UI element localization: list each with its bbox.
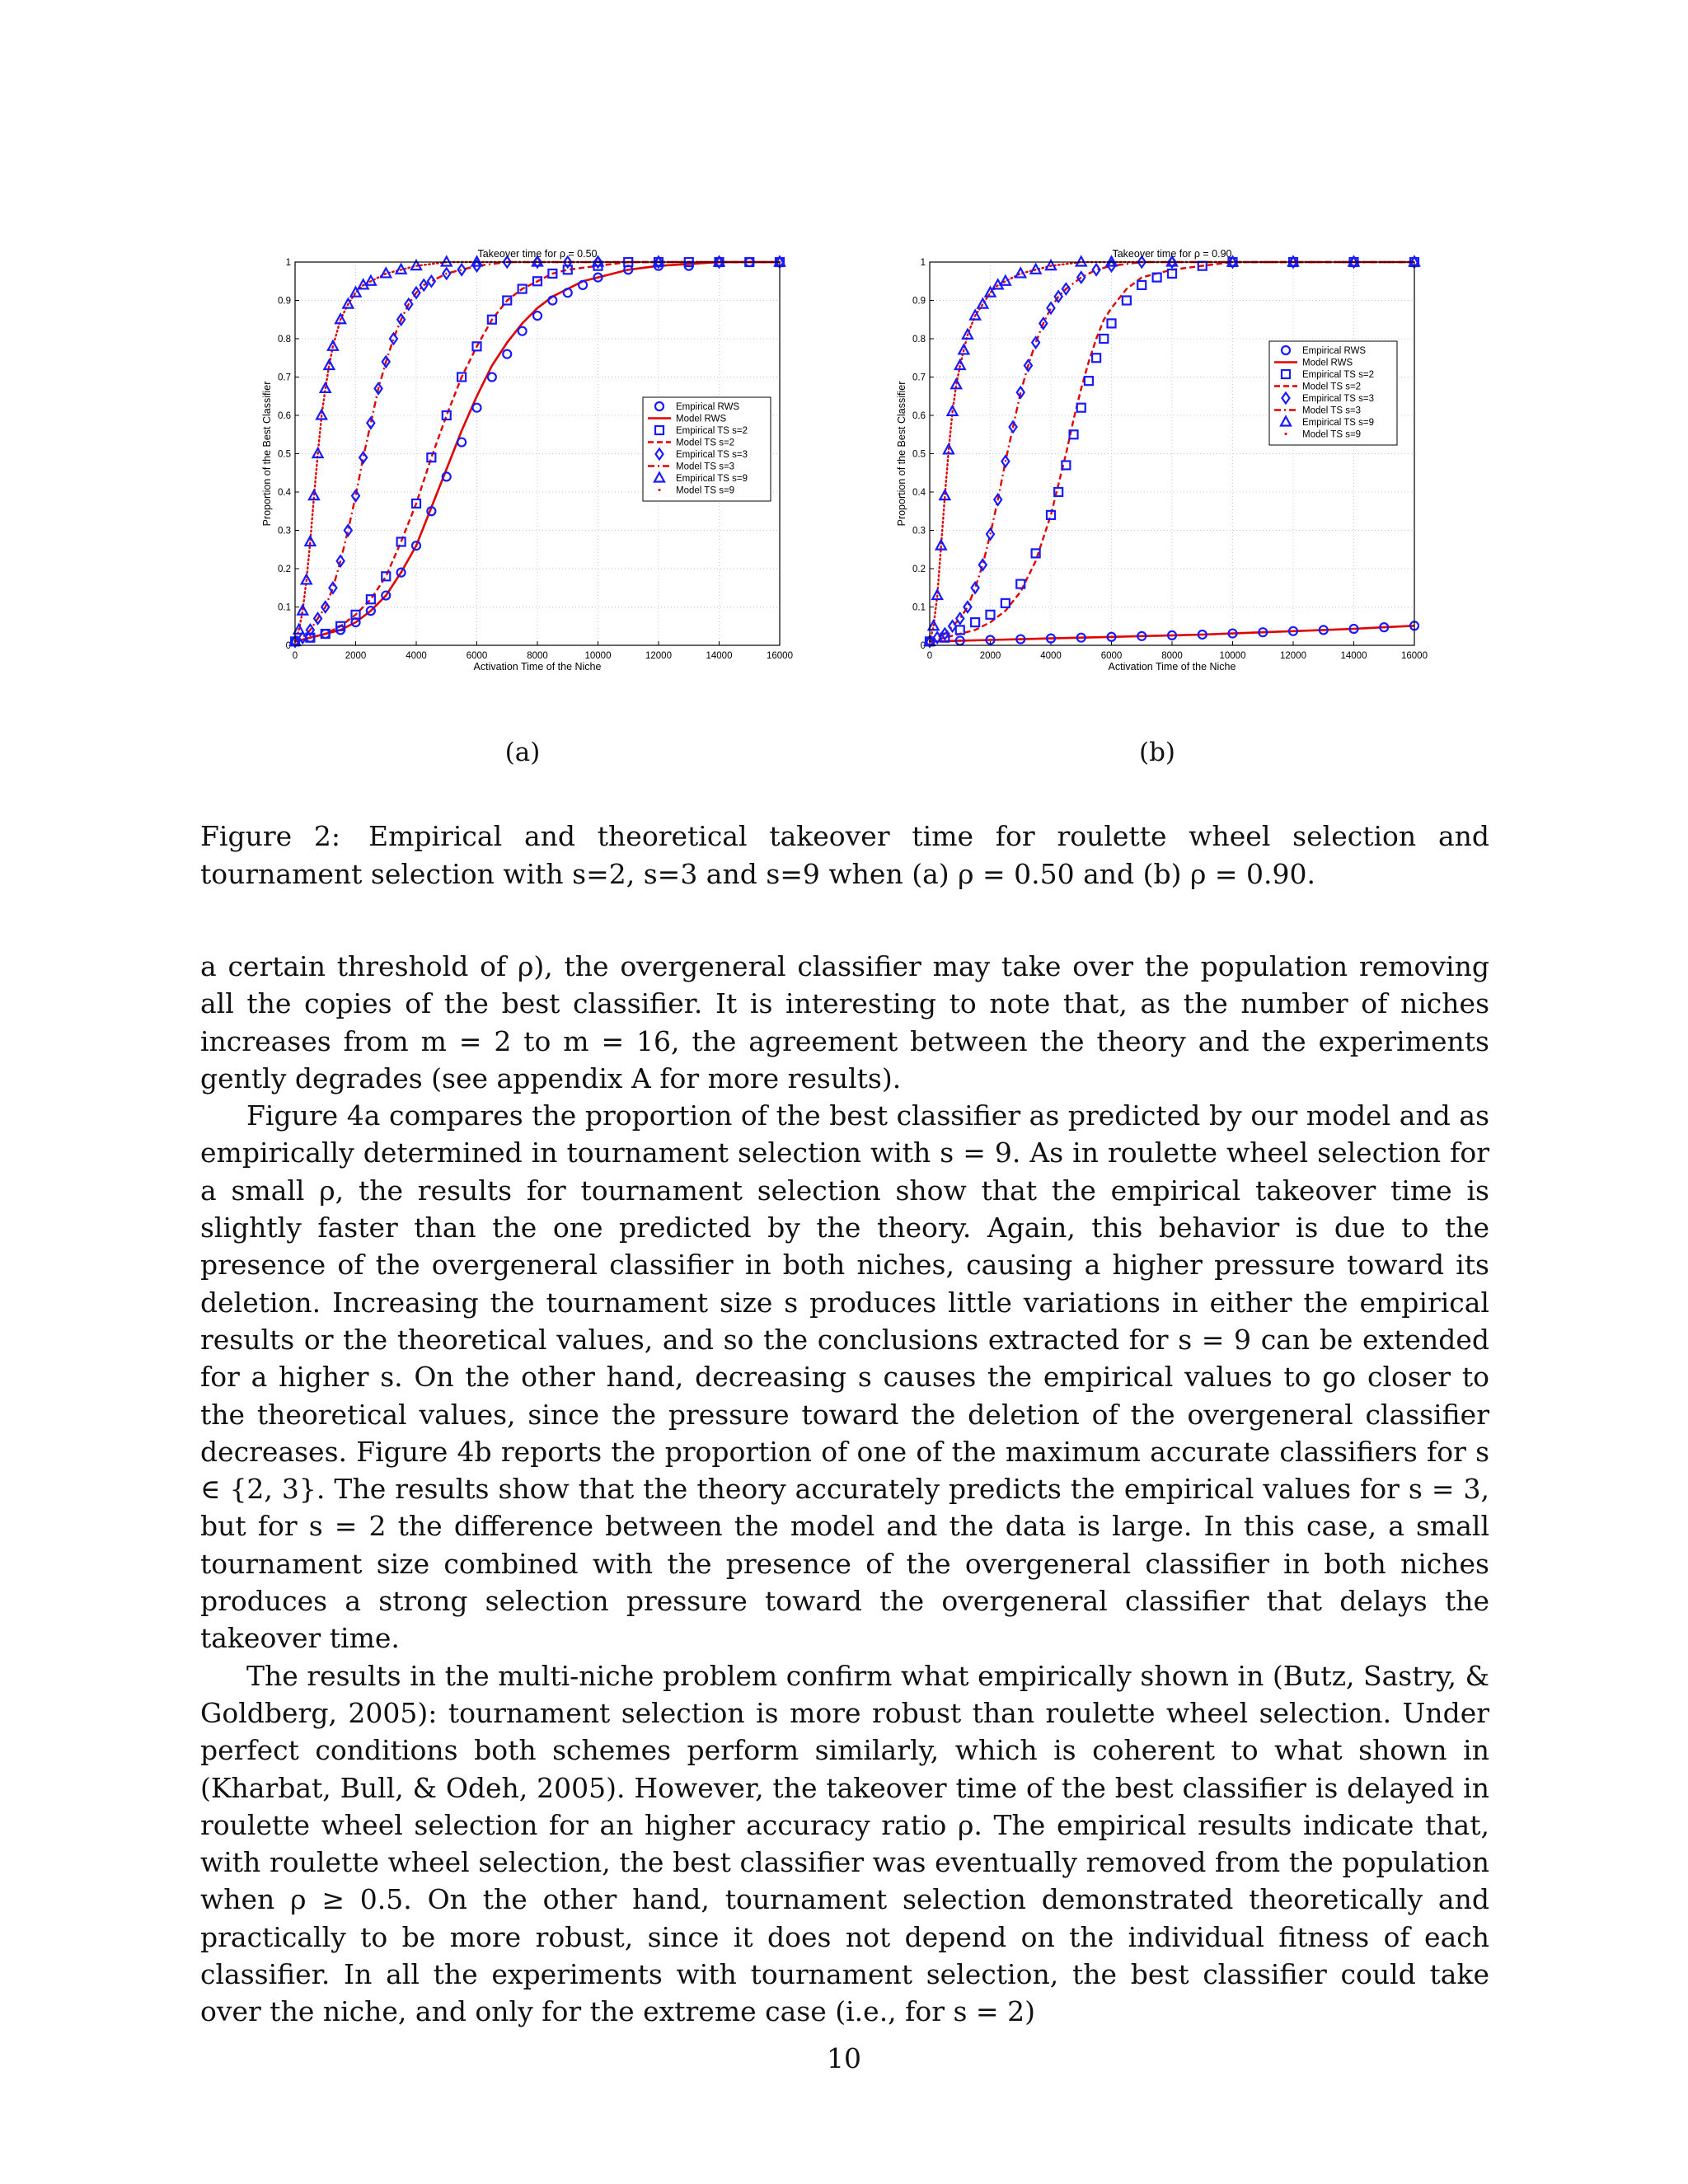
legend-label: Model RWS [1302,358,1353,368]
y-tick-label: 0.4 [278,488,291,498]
x-tick-label: 6000 [1100,651,1123,661]
x-tick-label: 0 [292,651,298,661]
x-tick-label: 16000 [1401,651,1428,661]
y-tick-label: 0 [285,641,291,651]
legend-label: Model TS s=2 [676,438,735,448]
legend-label: Model RWS [676,414,727,424]
legend-label: Model TS s=3 [1302,405,1362,416]
x-axis-label: Activation Time of the Niche [1108,661,1236,673]
y-tick-label: 0.1 [278,602,291,613]
x-tick-label: 10000 [1219,651,1246,661]
subfigure-label-b: (b) [1138,738,1176,767]
y-tick-label: 0.4 [912,488,926,498]
x-tick-label: 14000 [1340,651,1367,661]
x-tick-label: 6000 [466,651,488,661]
legend-label: Empirical TS s=2 [1302,370,1375,380]
y-tick-label: 0.9 [912,296,926,307]
y-tick-label: 0 [920,641,926,651]
y-axis-label: Proportion of the Best Classifier [261,381,273,527]
legend-label: Empirical RWS [1302,346,1367,356]
legend-label: Model TS s=9 [1302,429,1362,440]
legend [643,397,771,501]
legend-label: Empirical TS s=3 [1302,394,1375,404]
chart-title: Takeover time for ρ = 0.90 [1112,248,1232,260]
y-tick-label: 0.7 [278,373,291,383]
body-text [200,948,1489,2031]
legend-label: Empirical TS s=9 [676,474,748,484]
x-tick-label: 0 [926,651,933,661]
y-tick-label: 0.9 [278,296,291,307]
x-tick-label: 8000 [1161,651,1183,661]
legend-label: Model TS s=3 [676,462,735,472]
chart-svg [890,239,1451,676]
figure-2b-chart [890,239,1451,676]
x-tick-label: 4000 [1040,651,1062,661]
y-tick-label: 0.2 [912,565,926,574]
caption-text: Empirical and theoretical takeover time for roulette wheel selection and tournament selection with s=2, s=3 and s=9 when (a) ρ = 0.50 and (b) ρ = 0.90. [200,820,1489,890]
legend [1269,341,1397,445]
figure-2a-chart [256,239,816,676]
x-tick-label: 4000 [406,651,427,661]
legend-label: Model TS s=9 [676,485,735,496]
y-tick-label: 1 [920,258,926,268]
y-tick-label: 0.5 [912,449,926,460]
y-tick-label: 0.1 [912,602,926,613]
x-tick-label: 14000 [706,651,733,661]
y-axis-label: Proportion of the Best Classifier [896,381,907,527]
legend-label: Empirical TS s=2 [676,426,748,436]
x-tick-label: 12000 [1280,651,1306,661]
figure-caption [200,818,1489,893]
x-axis-label: Activation Time of the Niche [473,661,602,673]
page-number: 10 [827,2042,861,2074]
y-tick-label: 0.8 [912,335,926,344]
x-tick-label: 2000 [345,651,367,661]
subfigure-label-a: (a) [504,738,541,767]
legend-label: Empirical RWS [676,402,740,412]
paragraph: The results in the multi-niche problem confirm what empirically shown in (Butz, Sastry, & Goldberg, 2005): tournament selection is more robust than roulette wheel selection. Under perfect conditions both schemes perform similarly, which is coherent to what shown in (Kharbat, Bull, & Odeh, 2005). However, the takeover time of the best classifier is delayed in roulette wheel selection for an higher accuracy ratio ρ. The empirical results indicate that, with roulette wheel selection, the best classifier was eventually removed from the population when ρ ≥ 0.5. On the other hand, tournament selection demonstrated theoretically and practically to be more robust, since it does not depend on the individual fitness of each classifier. In all the experiments with tournament selection, the best classifier could take over the niche, and only for the extreme case (i.e., for s = 2) [200,1659,1489,2028]
x-tick-label: 16000 [767,651,793,661]
y-tick-label: 1 [285,258,291,268]
y-tick-label: 0.3 [278,526,291,537]
x-tick-label: 12000 [645,651,672,661]
y-tick-label: 0.6 [912,411,926,421]
x-tick-label: 2000 [979,651,1001,661]
legend-label: Empirical TS s=9 [1302,418,1375,428]
y-tick-label: 0.8 [278,335,291,344]
y-tick-label: 0.3 [912,526,926,537]
paragraph: a certain threshold of ρ), the overgeneral classifier may take over the population removing all the copies of the best classifier. It is interesting to note that, as the number of niches increases from m = 2 to m = 16, the agreement between the theory and the experiments gently degrades (see appendix A for more results). [200,950,1489,1094]
x-tick-label: 8000 [527,651,548,661]
y-tick-label: 0.5 [278,449,291,460]
x-tick-label: 10000 [584,651,612,661]
paragraph: Figure 4a compares the proportion of the best classifier as predicted by our model and as empirically determined in tournament selection with s = 9. As in roulette wheel selection for a small ρ, the results for tournament selection show that the empirical takeover time is slightly faster than the one predicted by the theory. Again, this behavior is due to the presence of the overgeneral classifier in both niches, causing a higher pressure toward its deletion. Increasing the tournament size s produces little variations in either the empirical results or the theoretical values, and so the conclusions extracted for s = 9 can be extended for a higher s. On the other hand, decreasing s causes the empirical values to go closer to the theoretical values, since the pressure toward the deletion of the overgeneral classifier decreases. Figure 4b reports the proportion of one of the maximum accurate classifiers for s ∈ {2, 3}. The results show that the theory accurately predicts the empirical values for s = 3, but for s = 2 the difference between the model and the data is large. In this case, a small tournament size combined with the presence of the overgeneral classifier in both niches produces a strong selection pressure toward the overgeneral classifier that delays the takeover time. [200,1099,1489,1655]
legend-label: Empirical TS s=3 [676,450,748,460]
caption-label: Figure 2: [200,820,341,852]
legend-label: Model TS s=2 [1302,382,1362,392]
chart-title: Takeover time for ρ = 0.50 [477,248,598,260]
y-tick-label: 0.2 [278,565,291,574]
chart-svg [256,239,816,676]
y-tick-label: 0.7 [912,373,926,383]
y-tick-label: 0.6 [278,411,291,421]
